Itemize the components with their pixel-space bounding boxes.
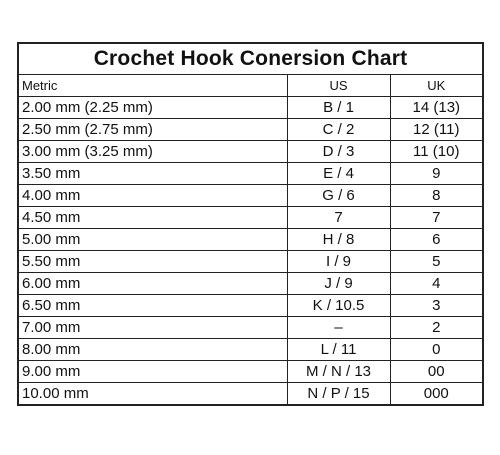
table-row [18, 163, 483, 185]
us-cell: N / P / 15 [287, 383, 390, 406]
metric-cell: 10.00 mm [18, 383, 287, 406]
metric-cell: 5.50 mm [18, 251, 287, 273]
table-row [18, 339, 483, 361]
us-cell: D / 3 [287, 141, 390, 163]
us-cell: H / 8 [287, 229, 390, 251]
us-cell: J / 9 [287, 273, 390, 295]
conversion-table [17, 42, 484, 406]
metric-cell: 6.00 mm [18, 273, 287, 295]
uk-cell: 5 [390, 251, 483, 273]
uk-cell: 6 [390, 229, 483, 251]
metric-cell: 9.00 mm [18, 361, 287, 383]
metric-cell: 5.00 mm [18, 229, 287, 251]
table-row [18, 207, 483, 229]
uk-cell: 00 [390, 361, 483, 383]
table-row [18, 229, 483, 251]
uk-cell: 0 [390, 339, 483, 361]
metric-cell: 4.50 mm [18, 207, 287, 229]
uk-cell: 000 [390, 383, 483, 406]
metric-cell: 6.50 mm [18, 295, 287, 317]
metric-cell: 8.00 mm [18, 339, 287, 361]
us-cell: 7 [287, 207, 390, 229]
chart-title: Crochet Hook Conersion Chart [18, 43, 483, 75]
header-row [18, 75, 483, 97]
us-cell: B / 1 [287, 97, 390, 119]
table-row [18, 97, 483, 119]
us-cell: K / 10.5 [287, 295, 390, 317]
table-row [18, 251, 483, 273]
uk-cell: 4 [390, 273, 483, 295]
us-cell: E / 4 [287, 163, 390, 185]
us-cell: L / 11 [287, 339, 390, 361]
metric-cell: 7.00 mm [18, 317, 287, 339]
header-uk: UK [390, 75, 483, 97]
uk-cell: 3 [390, 295, 483, 317]
us-cell: G / 6 [287, 185, 390, 207]
metric-cell: 3.00 mm (3.25 mm) [18, 141, 287, 163]
uk-cell: 9 [390, 163, 483, 185]
uk-cell: 14 (13) [390, 97, 483, 119]
table-row [18, 119, 483, 141]
table-row [18, 185, 483, 207]
table-row [18, 383, 483, 406]
header-us: US [287, 75, 390, 97]
us-cell: M / N / 13 [287, 361, 390, 383]
us-cell: – [287, 317, 390, 339]
metric-cell: 4.00 mm [18, 185, 287, 207]
title-row [18, 43, 483, 75]
metric-cell: 3.50 mm [18, 163, 287, 185]
us-cell: I / 9 [287, 251, 390, 273]
table-row [18, 317, 483, 339]
uk-cell: 2 [390, 317, 483, 339]
table-row [18, 361, 483, 383]
header-metric: Metric [18, 75, 287, 97]
table-row [18, 273, 483, 295]
table-row [18, 141, 483, 163]
metric-cell: 2.00 mm (2.25 mm) [18, 97, 287, 119]
uk-cell: 12 (11) [390, 119, 483, 141]
uk-cell: 11 (10) [390, 141, 483, 163]
uk-cell: 8 [390, 185, 483, 207]
uk-cell: 7 [390, 207, 483, 229]
metric-cell: 2.50 mm (2.75 mm) [18, 119, 287, 141]
us-cell: C / 2 [287, 119, 390, 141]
table-row [18, 295, 483, 317]
